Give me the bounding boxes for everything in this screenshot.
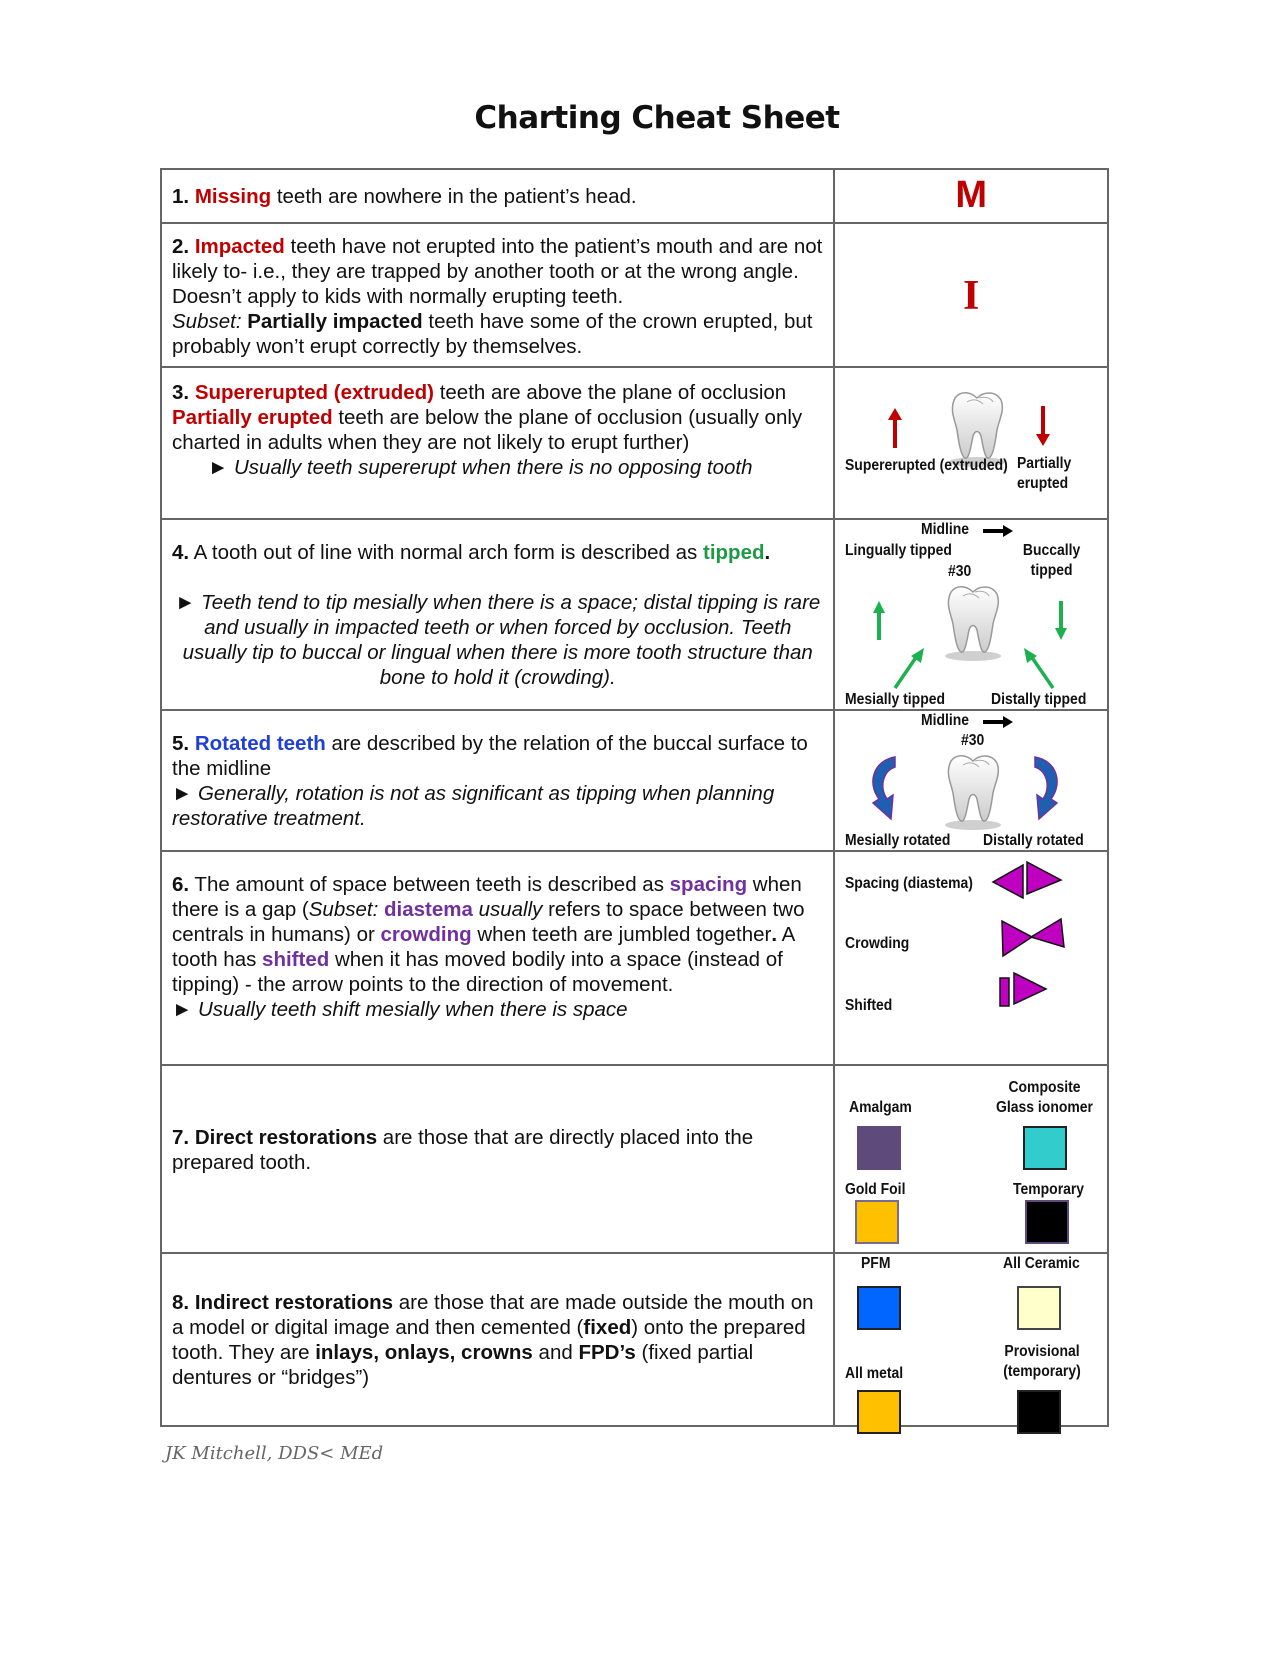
- label-crowding: Crowding: [845, 935, 910, 952]
- row-number: 2.: [172, 235, 190, 258]
- row-text: teeth are below the plane of occlusion (usually only charted in adults when they are not likely to erupt further): [172, 406, 803, 454]
- term-diastema: diastema: [383, 898, 473, 921]
- row-text: .: [771, 923, 778, 946]
- up-arrow-icon: [885, 406, 905, 450]
- term-supererupted: Supererupted (extruded): [194, 381, 435, 404]
- label-provisional: Provisional (temporary): [1003, 1343, 1082, 1380]
- term-fixed: fixed: [583, 1316, 632, 1339]
- row-indirect-restorations: [161, 1253, 1108, 1426]
- note: ► Generally, rotation is not as significant as tipping when planning restorative treatment.: [172, 782, 775, 830]
- label-partially-erupted: Partially erupted: [1017, 455, 1072, 492]
- spacing-symbol-icon: [991, 860, 1067, 902]
- row-text: teeth are nowhere in the patient’s head.: [271, 185, 637, 208]
- tooth-number: #30: [961, 732, 985, 749]
- missing-symbol: M: [955, 174, 988, 216]
- label-lingually-tipped: Lingually tipped: [845, 542, 953, 559]
- row-text: and: [532, 1341, 579, 1364]
- row-tipped: 4. A tooth out of line with normal arch form is described as tipped. ► Teeth tend to tip mesially when there is a space; distal tipping is rare and usually in impacted teeth or when forced by occlusion. Teeth usually tip to buccal or lingual when there is more tooth structure than bone to hold it (crowding). Midline Lingually tipped Buccally tipped #30 Mesially tipped Distally tipped: [161, 519, 1108, 710]
- tooth-icon: [941, 584, 1005, 664]
- green-diagonal-arrow-icon: [891, 646, 927, 690]
- label-amalgam: Amalgam: [849, 1099, 913, 1116]
- term-partially-impacted: Partially impacted: [247, 310, 423, 333]
- row-text: when there is a gap (: [172, 873, 802, 921]
- row-text: A tooth out of line with normal arch form is described as: [189, 541, 704, 564]
- row-text: (fixed partial dentures or “bridges”): [172, 1341, 754, 1389]
- row-number: 5.: [172, 732, 190, 755]
- swatch-amalgam: [857, 1126, 901, 1170]
- row-number: 4.: [172, 541, 190, 564]
- term-spacing: spacing: [669, 873, 748, 896]
- note: ► Usually teeth supererupt when there is no opposing tooth: [208, 456, 753, 479]
- label-gold-foil: Gold Foil: [845, 1181, 906, 1198]
- author-signature: JK Mitchell, DDS< MEd: [165, 1443, 384, 1464]
- impacted-symbol: I: [963, 273, 980, 319]
- green-diagonal-arrow-icon: [1021, 646, 1057, 690]
- label-distally-rotated: Distally rotated: [983, 832, 1085, 849]
- term-missing: Missing: [194, 185, 272, 208]
- row-text: The amount of space between teeth is described as: [189, 873, 670, 896]
- rotate-mesial-arrow-icon: [865, 755, 901, 821]
- row-missing: [161, 169, 1108, 223]
- row-number: 8.: [172, 1291, 190, 1314]
- note: ► Teeth tend to tip mesially when there is a space; distal tipping is rare and usually in impacted teeth or when forced by occlusion. Teeth usually tip to buccal or lingual when there is more tooth structure than bone to hold it (crowding).: [175, 591, 821, 689]
- note: ► Usually teeth shift mesially when there is space: [172, 998, 628, 1021]
- shifted-symbol-icon: [997, 970, 1053, 1010]
- row-text: teeth have not erupted into the patient’s mouth and are not likely to- i.e., they are trapped by another tooth or at the wrong angle. Doesn’t apply to kids with normally erupting teeth.: [172, 235, 823, 308]
- row-spacing: [161, 851, 1108, 1065]
- term-partially-erupted: Partially erupted: [172, 406, 333, 429]
- row-supererupted: [161, 367, 1108, 519]
- term-tipped: tipped: [703, 541, 765, 564]
- label-temporary: Temporary: [1013, 1181, 1085, 1198]
- term-types: inlays, onlays, crowns: [315, 1341, 533, 1364]
- down-arrow-icon: [1033, 404, 1053, 448]
- cheat-sheet-table: [160, 168, 1109, 1427]
- subset-label: Subset:: [308, 898, 379, 921]
- label-spacing: Spacing (diastema): [845, 875, 974, 892]
- tooth-number: #30: [948, 563, 972, 580]
- green-down-arrow-icon: [1053, 600, 1069, 642]
- row-text: when teeth are jumbled together: [471, 923, 772, 946]
- label-all-ceramic: All Ceramic: [1003, 1255, 1081, 1272]
- subset-label: Subset:: [172, 310, 242, 333]
- label-supererupted: Supererupted (extruded): [845, 457, 1009, 474]
- row-text: teeth are above the plane of occlusion: [434, 381, 787, 404]
- row-text: are those that are made outside the mouth on a model or digital image and then cemented (: [172, 1291, 814, 1339]
- right-arrow-icon: [983, 524, 1015, 538]
- label-mesially-tipped: Mesially tipped: [845, 691, 946, 708]
- row-text: are described by the relation of the buccal surface to the midline: [172, 732, 808, 780]
- label-all-metal: All metal: [845, 1365, 904, 1382]
- label-mesially-rotated: Mesially rotated: [845, 832, 951, 849]
- term-crowding: crowding: [380, 923, 472, 946]
- swatch-pfm: [857, 1286, 901, 1330]
- swatch-temporary: [1025, 1200, 1069, 1244]
- midline-label: Midline: [921, 712, 970, 729]
- label-distally-tipped: Distally tipped: [991, 691, 1087, 708]
- row-number: 7.: [172, 1126, 190, 1149]
- swatch-all-ceramic: [1017, 1286, 1061, 1330]
- page-title: Charting Cheat Sheet: [474, 100, 840, 136]
- row-text: A tooth has: [172, 923, 795, 971]
- row-number: 1.: [172, 185, 190, 208]
- term-impacted: Impacted: [194, 235, 285, 258]
- label-shifted: Shifted: [845, 997, 893, 1014]
- row-text: are those that are directly placed into the prepared tooth.: [172, 1126, 754, 1174]
- label-composite: Composite Glass ionomer: [996, 1079, 1094, 1116]
- term-direct-restorations: Direct restorations: [194, 1126, 378, 1149]
- row-text: ) onto the prepared tooth. They are: [172, 1316, 806, 1364]
- term-fpd: FPD’s: [578, 1341, 636, 1364]
- rotate-distal-arrow-icon: [1029, 755, 1065, 821]
- swatch-gold-foil: [855, 1200, 899, 1244]
- row-rotated: [161, 710, 1108, 851]
- row-direct-restorations: [161, 1065, 1108, 1253]
- swatch-provisional: [1017, 1390, 1061, 1434]
- row-impacted: [161, 223, 1108, 367]
- tooth-icon: [941, 753, 1005, 833]
- midline-label: Midline: [921, 521, 970, 538]
- row-text: usually: [472, 898, 543, 921]
- term-indirect-restorations: Indirect restorations: [194, 1291, 394, 1314]
- row-text: refers to space between two centrals in humans) or: [172, 898, 805, 946]
- row-text: when it has moved bodily into a space (instead of tipping) - the arrow points to the direction of movement.: [172, 948, 783, 996]
- right-arrow-icon: [983, 715, 1015, 729]
- label-buccally-tipped: Buccally tipped: [1023, 542, 1081, 579]
- label-pfm: PFM: [861, 1255, 891, 1272]
- term-shifted: shifted: [262, 948, 330, 971]
- row-text: teeth have some of the crown erupted, but probably won’t erupt correctly by themselves.: [172, 310, 813, 358]
- row-number: 3.: [172, 381, 190, 404]
- crowding-symbol-icon: [999, 916, 1069, 958]
- swatch-composite: [1023, 1126, 1067, 1170]
- term-rotated: Rotated teeth: [194, 732, 326, 755]
- row-number: 6.: [172, 873, 190, 896]
- swatch-all-metal: [857, 1390, 901, 1434]
- green-up-arrow-icon: [871, 600, 887, 642]
